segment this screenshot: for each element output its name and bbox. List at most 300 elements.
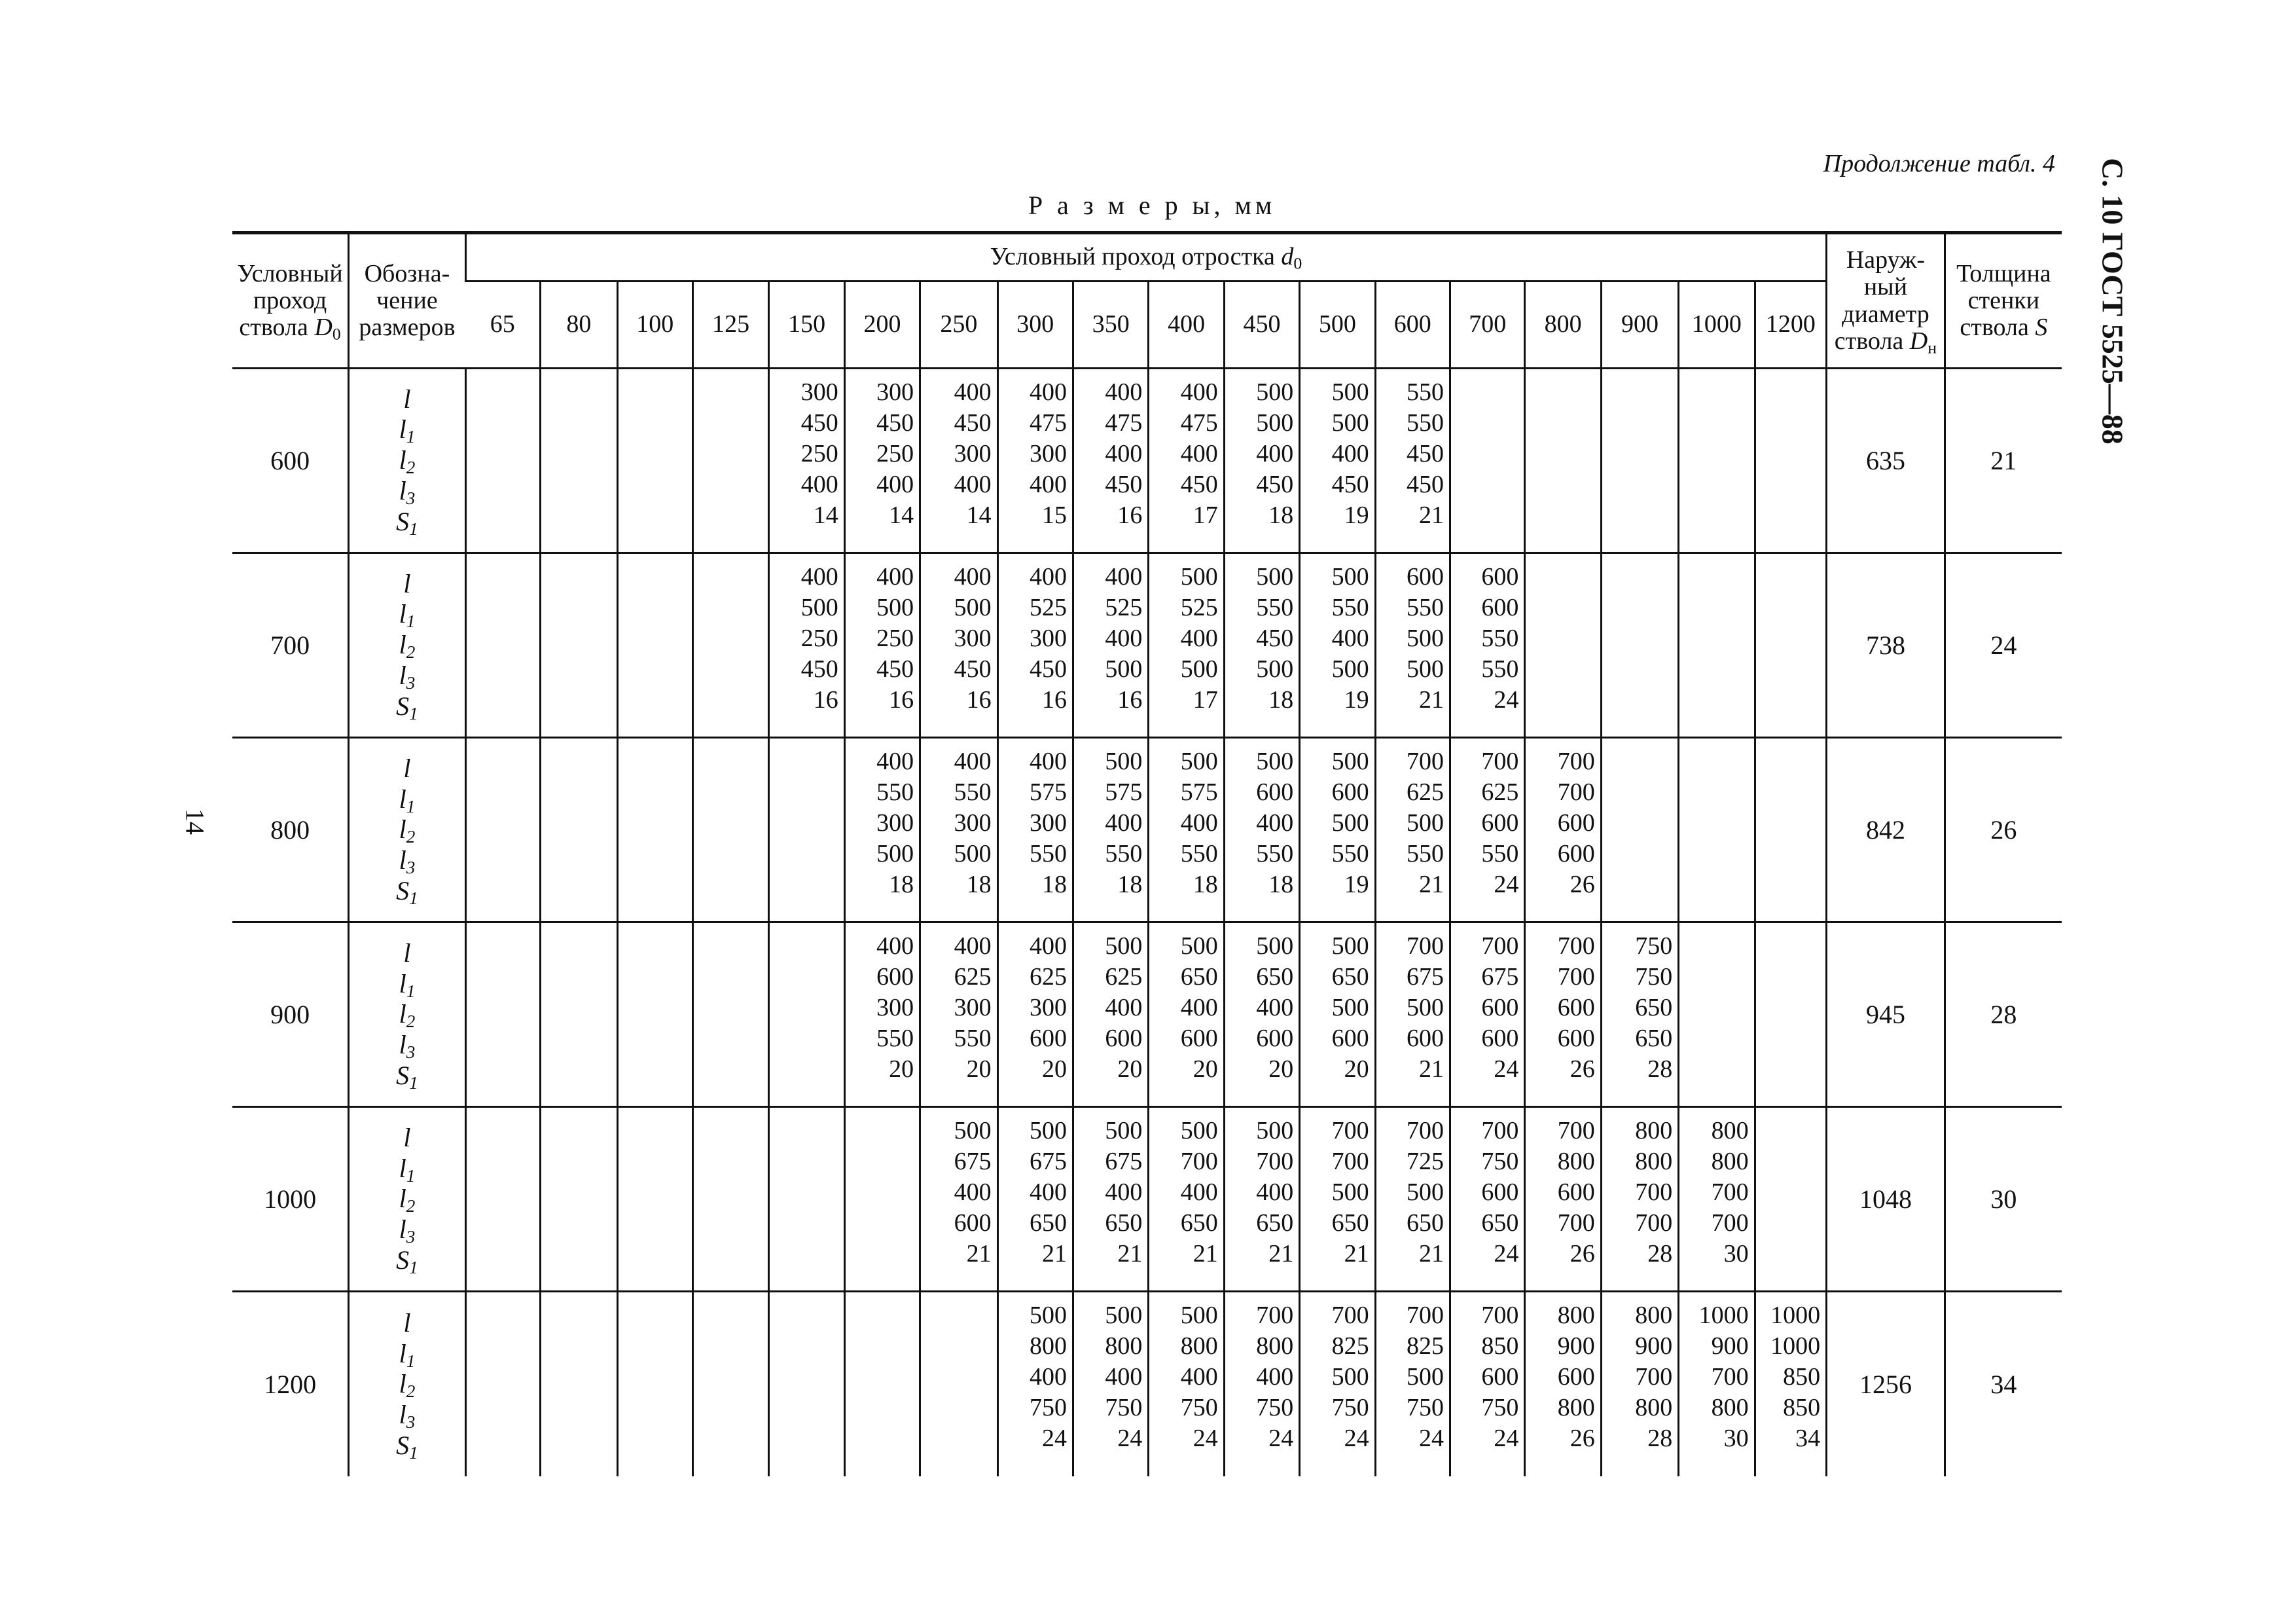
dimension-value: 550 [1256, 840, 1294, 868]
dimension-value: 400 [1256, 809, 1294, 837]
branch-size-header: 200 [844, 282, 920, 369]
value-cell [1073, 738, 1148, 922]
value-cell [1755, 1107, 1827, 1292]
dimension-value: 28 [1647, 1425, 1673, 1453]
dimension-value: 500 [1105, 748, 1143, 776]
dimension-value: 850 [1783, 1363, 1821, 1391]
dimension-value: 800 [1635, 1394, 1673, 1422]
dimension-value: 21 [1117, 1240, 1143, 1268]
branch-size-header: 250 [920, 282, 997, 369]
dimension-value: 900 [1557, 1332, 1595, 1360]
dimension-value: 600 [1256, 778, 1294, 807]
dimension-value: 400 [1105, 1178, 1143, 1207]
branch-size-header: 80 [541, 282, 617, 369]
value-cell [617, 1292, 692, 1476]
value-cell [844, 922, 920, 1107]
designation-symbol: $l_3$ [399, 661, 416, 693]
dimension-value: 450 [800, 409, 838, 437]
designation-cell [349, 922, 466, 1107]
dimension-value: 500 [1331, 748, 1369, 776]
dimension-value: 700 [1635, 1178, 1673, 1207]
dimension-value: 300 [954, 809, 992, 837]
dimension-value: 1000 [1770, 1302, 1821, 1330]
dimension-value: 500 [876, 840, 914, 868]
dimension-value: 600 [1481, 1363, 1519, 1391]
designation-symbol: $l_3$ [399, 1214, 416, 1247]
branch-size-header: 800 [1525, 282, 1601, 369]
wall-thickness: 26 [1945, 738, 2062, 922]
dimension-value: 400 [1029, 1178, 1067, 1207]
value-cell [465, 1292, 540, 1476]
dimension-value: 500 [1180, 563, 1218, 591]
dimension-value: 650 [1256, 1209, 1294, 1237]
dimension-value: 675 [1029, 1148, 1067, 1176]
dimension-value: 700 [1557, 932, 1595, 960]
dimension-value: 525 [1180, 594, 1218, 622]
branch-size-header: 1000 [1679, 282, 1755, 369]
value-cell [465, 922, 540, 1107]
dimension-value: 500 [1105, 1302, 1143, 1330]
value-cell [1755, 922, 1827, 1107]
col-header-branch-group: Условный проход отростка $d_0$ [465, 233, 1826, 282]
col-header-d0: Условный проход ствола $D_0$ [232, 233, 349, 369]
dimension-value: 600 [1481, 994, 1519, 1022]
dimension-value: 19 [1344, 871, 1369, 899]
dimension-value: 400 [1331, 440, 1369, 467]
dimension-value: 400 [954, 563, 992, 591]
dimension-value: 250 [800, 625, 838, 653]
dimension-value: 500 [1029, 1117, 1067, 1145]
value-cell [465, 553, 540, 738]
dimension-value: 20 [1041, 1055, 1067, 1084]
value-cell [1601, 1292, 1678, 1476]
dimension-value: 500 [1331, 932, 1369, 960]
value-cell [769, 1107, 844, 1292]
dimension-value: 750 [1481, 1394, 1519, 1422]
designation-symbol: l [403, 938, 411, 968]
value-cell [617, 738, 692, 922]
value-cell [541, 1292, 617, 1476]
dimension-value: 500 [1407, 994, 1444, 1022]
table-row [232, 1292, 2062, 1476]
dimension-value: 16 [1041, 686, 1067, 714]
dimension-value: 16 [966, 686, 992, 714]
designation-symbol: $l_3$ [399, 845, 416, 877]
value-cell [920, 1292, 997, 1476]
outer-diameter: 1048 [1827, 1107, 1945, 1292]
dimension-value: 500 [1180, 655, 1218, 684]
dimension-value: 700 [1711, 1363, 1749, 1391]
dimension-value: 300 [876, 994, 914, 1022]
dimension-value: 650 [1635, 1025, 1673, 1053]
trunk-nominal-bore: 900 [232, 922, 349, 1107]
value-cell [1300, 369, 1375, 553]
dimension-value: 16 [889, 686, 914, 714]
dimension-value: 400 [1180, 809, 1218, 837]
dimension-value: 24 [1494, 1425, 1519, 1453]
dimension-value: 550 [954, 778, 992, 807]
value-cell [844, 553, 920, 738]
value-cell [844, 1107, 920, 1292]
dimension-value: 300 [1029, 625, 1067, 653]
value-cell [1149, 369, 1224, 553]
dimension-value: 750 [1105, 1394, 1143, 1422]
dimension-value: 800 [1105, 1332, 1143, 1360]
dimension-value: 450 [954, 655, 992, 684]
dimension-value: 825 [1331, 1332, 1369, 1360]
value-cell [1073, 1292, 1148, 1476]
dimension-value: 600 [1481, 809, 1519, 837]
value-cell [692, 369, 768, 553]
dimension-value: 500 [1407, 625, 1444, 653]
value-cell [1300, 1107, 1375, 1292]
dimension-value: 600 [1481, 594, 1519, 622]
dimension-value: 600 [1557, 994, 1595, 1022]
dimension-value: 21 [1419, 1240, 1444, 1268]
value-cell [1601, 738, 1678, 922]
value-cell [1073, 369, 1148, 553]
dimension-value: 300 [800, 378, 838, 406]
dimension-value: 600 [1180, 1025, 1218, 1053]
dimension-value: 750 [1481, 1148, 1519, 1176]
dimension-value: 625 [1105, 963, 1143, 991]
dimension-value: 575 [1029, 778, 1067, 807]
dimension-value: 750 [1029, 1394, 1067, 1422]
dimension-value: 500 [1180, 1117, 1218, 1145]
dimension-value: 400 [1180, 625, 1218, 653]
dimension-value: 24 [1268, 1425, 1294, 1453]
dimension-value: 24 [1344, 1425, 1369, 1453]
designation-symbol: $l_2$ [399, 1184, 416, 1216]
dimension-value: 400 [1105, 809, 1143, 837]
designation-symbol: $l_2$ [399, 999, 416, 1032]
dimension-value: 500 [1331, 563, 1369, 591]
dimension-value: 400 [876, 471, 914, 498]
dimension-value: 250 [876, 625, 914, 653]
designation-symbol: $l_2$ [399, 445, 416, 477]
dimension-value: 500 [954, 840, 992, 868]
value-cell [465, 738, 540, 922]
continuation-note: Продолжение табл. 4 [1823, 150, 2055, 177]
dimension-value: 500 [1105, 655, 1143, 684]
designation-symbol: l [403, 384, 411, 414]
value-cell [920, 1107, 997, 1292]
value-cell [1375, 1107, 1450, 1292]
dimension-value: 625 [954, 963, 992, 991]
dimension-value: 18 [966, 871, 992, 899]
dimension-value: 500 [1105, 1117, 1143, 1145]
dimension-value: 550 [1407, 594, 1444, 622]
designation-symbol: $S_1$ [396, 1060, 418, 1093]
dimension-value: 550 [954, 1025, 992, 1053]
dimension-value: 850 [1481, 1332, 1519, 1360]
dimension-value: 650 [1331, 1209, 1369, 1237]
dimension-value: 550 [1105, 840, 1143, 868]
designation-symbol: l [403, 1307, 411, 1338]
dimension-value: 600 [1407, 1025, 1444, 1053]
designation-cell [349, 553, 466, 738]
value-cell [1450, 369, 1525, 553]
dimension-value: 18 [1041, 871, 1067, 899]
dimension-value: 24 [1193, 1425, 1218, 1453]
dimension-value: 800 [1711, 1117, 1749, 1145]
value-cell [1375, 553, 1450, 738]
value-cell [1525, 553, 1601, 738]
dimension-value: 500 [1256, 655, 1294, 684]
dimension-value: 675 [1105, 1148, 1143, 1176]
value-cell [1755, 369, 1827, 553]
wall-thickness: 34 [1945, 1292, 2062, 1476]
dimension-value: 18 [1268, 686, 1294, 714]
value-cell [617, 553, 692, 738]
dimension-value: 700 [1256, 1302, 1294, 1330]
dimension-value: 21 [1419, 686, 1444, 714]
dimension-value: 26 [1570, 1240, 1595, 1268]
value-cell [1679, 553, 1755, 738]
value-cell [465, 369, 540, 553]
value-cell [769, 922, 844, 1107]
designation-symbol: l [403, 1122, 411, 1152]
value-cell [1679, 369, 1755, 553]
value-cell [1375, 738, 1450, 922]
designation-symbol: $l_1$ [399, 1153, 416, 1186]
designation-symbol: $l_1$ [399, 1338, 416, 1371]
table-row [232, 1107, 2062, 1292]
dimension-value: 500 [1256, 409, 1294, 437]
dimension-value: 575 [1105, 778, 1143, 807]
dimension-value: 825 [1407, 1332, 1444, 1360]
page-number [175, 802, 215, 841]
table-row [232, 738, 2062, 922]
value-cell [844, 369, 920, 553]
dimension-value: 550 [1481, 840, 1519, 868]
value-cell [769, 1292, 844, 1476]
wall-thickness: 21 [1945, 369, 2062, 553]
dimension-value: 18 [889, 871, 914, 899]
dimension-value: 30 [1723, 1425, 1749, 1453]
dimension-value: 400 [1256, 440, 1294, 467]
dimension-value: 400 [1180, 440, 1218, 467]
value-cell [1224, 1107, 1299, 1292]
dimension-value: 475 [1029, 409, 1067, 437]
designation-cell [349, 1292, 466, 1476]
dimension-value: 750 [1635, 932, 1673, 960]
dimension-value: 16 [1117, 686, 1143, 714]
dimension-value: 450 [1407, 471, 1444, 498]
dimension-value: 650 [1180, 1209, 1218, 1237]
dimension-value: 400 [1105, 1363, 1143, 1391]
dimension-value: 600 [876, 963, 914, 991]
branch-size-header: 150 [769, 282, 844, 369]
dimension-value: 250 [800, 440, 838, 467]
dimension-value: 500 [1331, 1178, 1369, 1207]
dimension-value: 700 [1635, 1363, 1673, 1391]
dimension-value: 700 [1407, 932, 1444, 960]
dimension-value: 21 [1344, 1240, 1369, 1268]
dimension-value: 600 [1029, 1025, 1067, 1053]
dimension-value: 21 [1268, 1240, 1294, 1268]
value-cell [1224, 922, 1299, 1107]
dimension-value: 26 [1570, 871, 1595, 899]
value-cell [1300, 553, 1375, 738]
dimension-value: 21 [1041, 1240, 1067, 1268]
dimension-value: 250 [876, 440, 914, 467]
value-cell [1601, 1107, 1678, 1292]
value-cell [541, 922, 617, 1107]
value-cell [617, 1107, 692, 1292]
dimension-value: 800 [1635, 1302, 1673, 1330]
dimension-value: 500 [1407, 1178, 1444, 1207]
designation-symbol: $l_1$ [399, 414, 416, 447]
dimension-value: 800 [1557, 1148, 1595, 1176]
designation-symbol: $l_2$ [399, 814, 416, 847]
dimension-value: 500 [1331, 378, 1369, 406]
dimension-value: 400 [800, 471, 838, 498]
dimension-value: 500 [1331, 994, 1369, 1022]
dimension-value: 20 [1193, 1055, 1218, 1084]
dimension-value: 600 [1557, 1025, 1595, 1053]
dimension-value: 800 [1635, 1117, 1673, 1145]
dimension-value: 675 [954, 1148, 992, 1176]
value-cell [920, 738, 997, 922]
dimension-value: 300 [954, 440, 992, 467]
dimension-value: 600 [954, 1209, 992, 1237]
outer-diameter: 842 [1827, 738, 1945, 922]
dimension-value: 500 [1256, 748, 1294, 776]
dimension-value: 450 [876, 409, 914, 437]
dimension-value: 400 [1029, 1363, 1067, 1391]
dimension-value: 400 [1029, 563, 1067, 591]
value-cell [844, 738, 920, 922]
dimension-value: 16 [1117, 501, 1143, 529]
dimension-value: 300 [1029, 440, 1067, 467]
value-cell [1300, 1292, 1375, 1476]
dimension-value: 18 [1117, 871, 1143, 899]
branch-size-header: 100 [617, 282, 692, 369]
dimension-value: 34 [1795, 1425, 1821, 1453]
value-cell [541, 1107, 617, 1292]
value-cell [1375, 1292, 1450, 1476]
dimension-value: 575 [1180, 778, 1218, 807]
col-header-wall-thickness: Толщина стенки ствола S [1945, 233, 2062, 369]
branch-size-header: 1200 [1755, 282, 1827, 369]
value-cell [1601, 922, 1678, 1107]
designation-symbol: $l_3$ [399, 1400, 416, 1432]
dimension-value: 750 [1407, 1394, 1444, 1422]
trunk-nominal-bore: 700 [232, 553, 349, 738]
designation-symbol: $l_3$ [399, 475, 416, 508]
dimension-value: 600 [1481, 1178, 1519, 1207]
dimension-value: 700 [1407, 748, 1444, 776]
value-cell [1679, 1107, 1755, 1292]
dimension-value: 500 [954, 1117, 992, 1145]
dimension-value: 500 [1256, 1117, 1294, 1145]
value-cell [920, 369, 997, 553]
value-cell [920, 922, 997, 1107]
designation-symbol: $l_1$ [399, 599, 416, 632]
dimension-value: 700 [1711, 1178, 1749, 1207]
value-cell [692, 922, 768, 1107]
designation-symbol: $S_1$ [396, 1430, 418, 1463]
dimension-value: 18 [1268, 501, 1294, 529]
dimension-value: 18 [1193, 871, 1218, 899]
dimension-value: 26 [1570, 1425, 1595, 1453]
dimension-value: 550 [1407, 840, 1444, 868]
value-cell [1073, 1107, 1148, 1292]
dimension-value: 800 [1557, 1302, 1595, 1330]
dimension-value: 24 [1419, 1425, 1444, 1453]
dimension-value: 800 [1557, 1394, 1595, 1422]
branch-size-header: 125 [692, 282, 768, 369]
branch-size-header: 450 [1224, 282, 1299, 369]
dimension-value: 300 [954, 994, 992, 1022]
value-cell [617, 369, 692, 553]
outer-diameter: 1256 [1827, 1292, 1945, 1476]
dimension-value: 700 [1407, 1302, 1444, 1330]
dimension-value: 400 [1180, 1363, 1218, 1391]
dimension-value: 675 [1407, 963, 1444, 991]
value-cell [1755, 738, 1827, 922]
value-cell [1149, 922, 1224, 1107]
dimension-value: 550 [876, 1025, 914, 1053]
dimension-value: 625 [1407, 778, 1444, 807]
dimension-value: 500 [1180, 1302, 1218, 1330]
designation-symbol: l [403, 568, 411, 598]
dimension-value: 450 [1105, 471, 1143, 498]
dimension-value: 450 [1256, 625, 1294, 653]
designation-symbol: $S_1$ [396, 1245, 418, 1277]
dimension-value: 700 [1557, 778, 1595, 807]
value-cell [1755, 1292, 1827, 1476]
dimension-value: 20 [1344, 1055, 1369, 1084]
dimension-value: 400 [1180, 378, 1218, 406]
header-row-branch-sizes [232, 282, 2062, 369]
branch-size-header: 500 [1300, 282, 1375, 369]
dimension-value: 500 [1407, 1363, 1444, 1391]
dimension-value: 675 [1481, 963, 1519, 991]
dimension-value: 700 [1407, 1117, 1444, 1145]
dimension-value: 15 [1041, 501, 1067, 529]
value-cell [997, 738, 1073, 922]
value-cell [997, 369, 1073, 553]
designation-cell [349, 369, 466, 553]
dimension-value: 650 [1256, 963, 1294, 991]
dimension-value: 450 [1256, 471, 1294, 498]
dimension-value: 700 [1256, 1148, 1294, 1176]
col-header-outer-diameter: Наруж- ный диаметр ствола $D_н$ [1827, 233, 1945, 369]
value-cell [769, 738, 844, 922]
col-header-designation: Обозна- чение размеров [349, 233, 466, 369]
value-cell [1224, 1292, 1299, 1476]
dimension-value: 400 [954, 748, 992, 776]
dimension-value: 18 [1268, 871, 1294, 899]
dimension-value: 650 [1407, 1209, 1444, 1237]
dimension-value: 850 [1783, 1394, 1821, 1422]
dimension-value: 700 [1481, 932, 1519, 960]
value-cell [1755, 553, 1827, 738]
dimension-value: 26 [1570, 1055, 1595, 1084]
dimension-value: 700 [1557, 1117, 1595, 1145]
value-cell [692, 1107, 768, 1292]
designation-symbol: $S_1$ [396, 691, 418, 723]
dimension-value: 550 [876, 778, 914, 807]
value-cell [997, 1292, 1073, 1476]
dimension-value: 750 [1256, 1394, 1294, 1422]
dimension-value: 28 [1647, 1055, 1673, 1084]
dimension-value: 900 [1711, 1332, 1749, 1360]
dimension-value: 525 [1105, 594, 1143, 622]
value-cell [1300, 738, 1375, 922]
